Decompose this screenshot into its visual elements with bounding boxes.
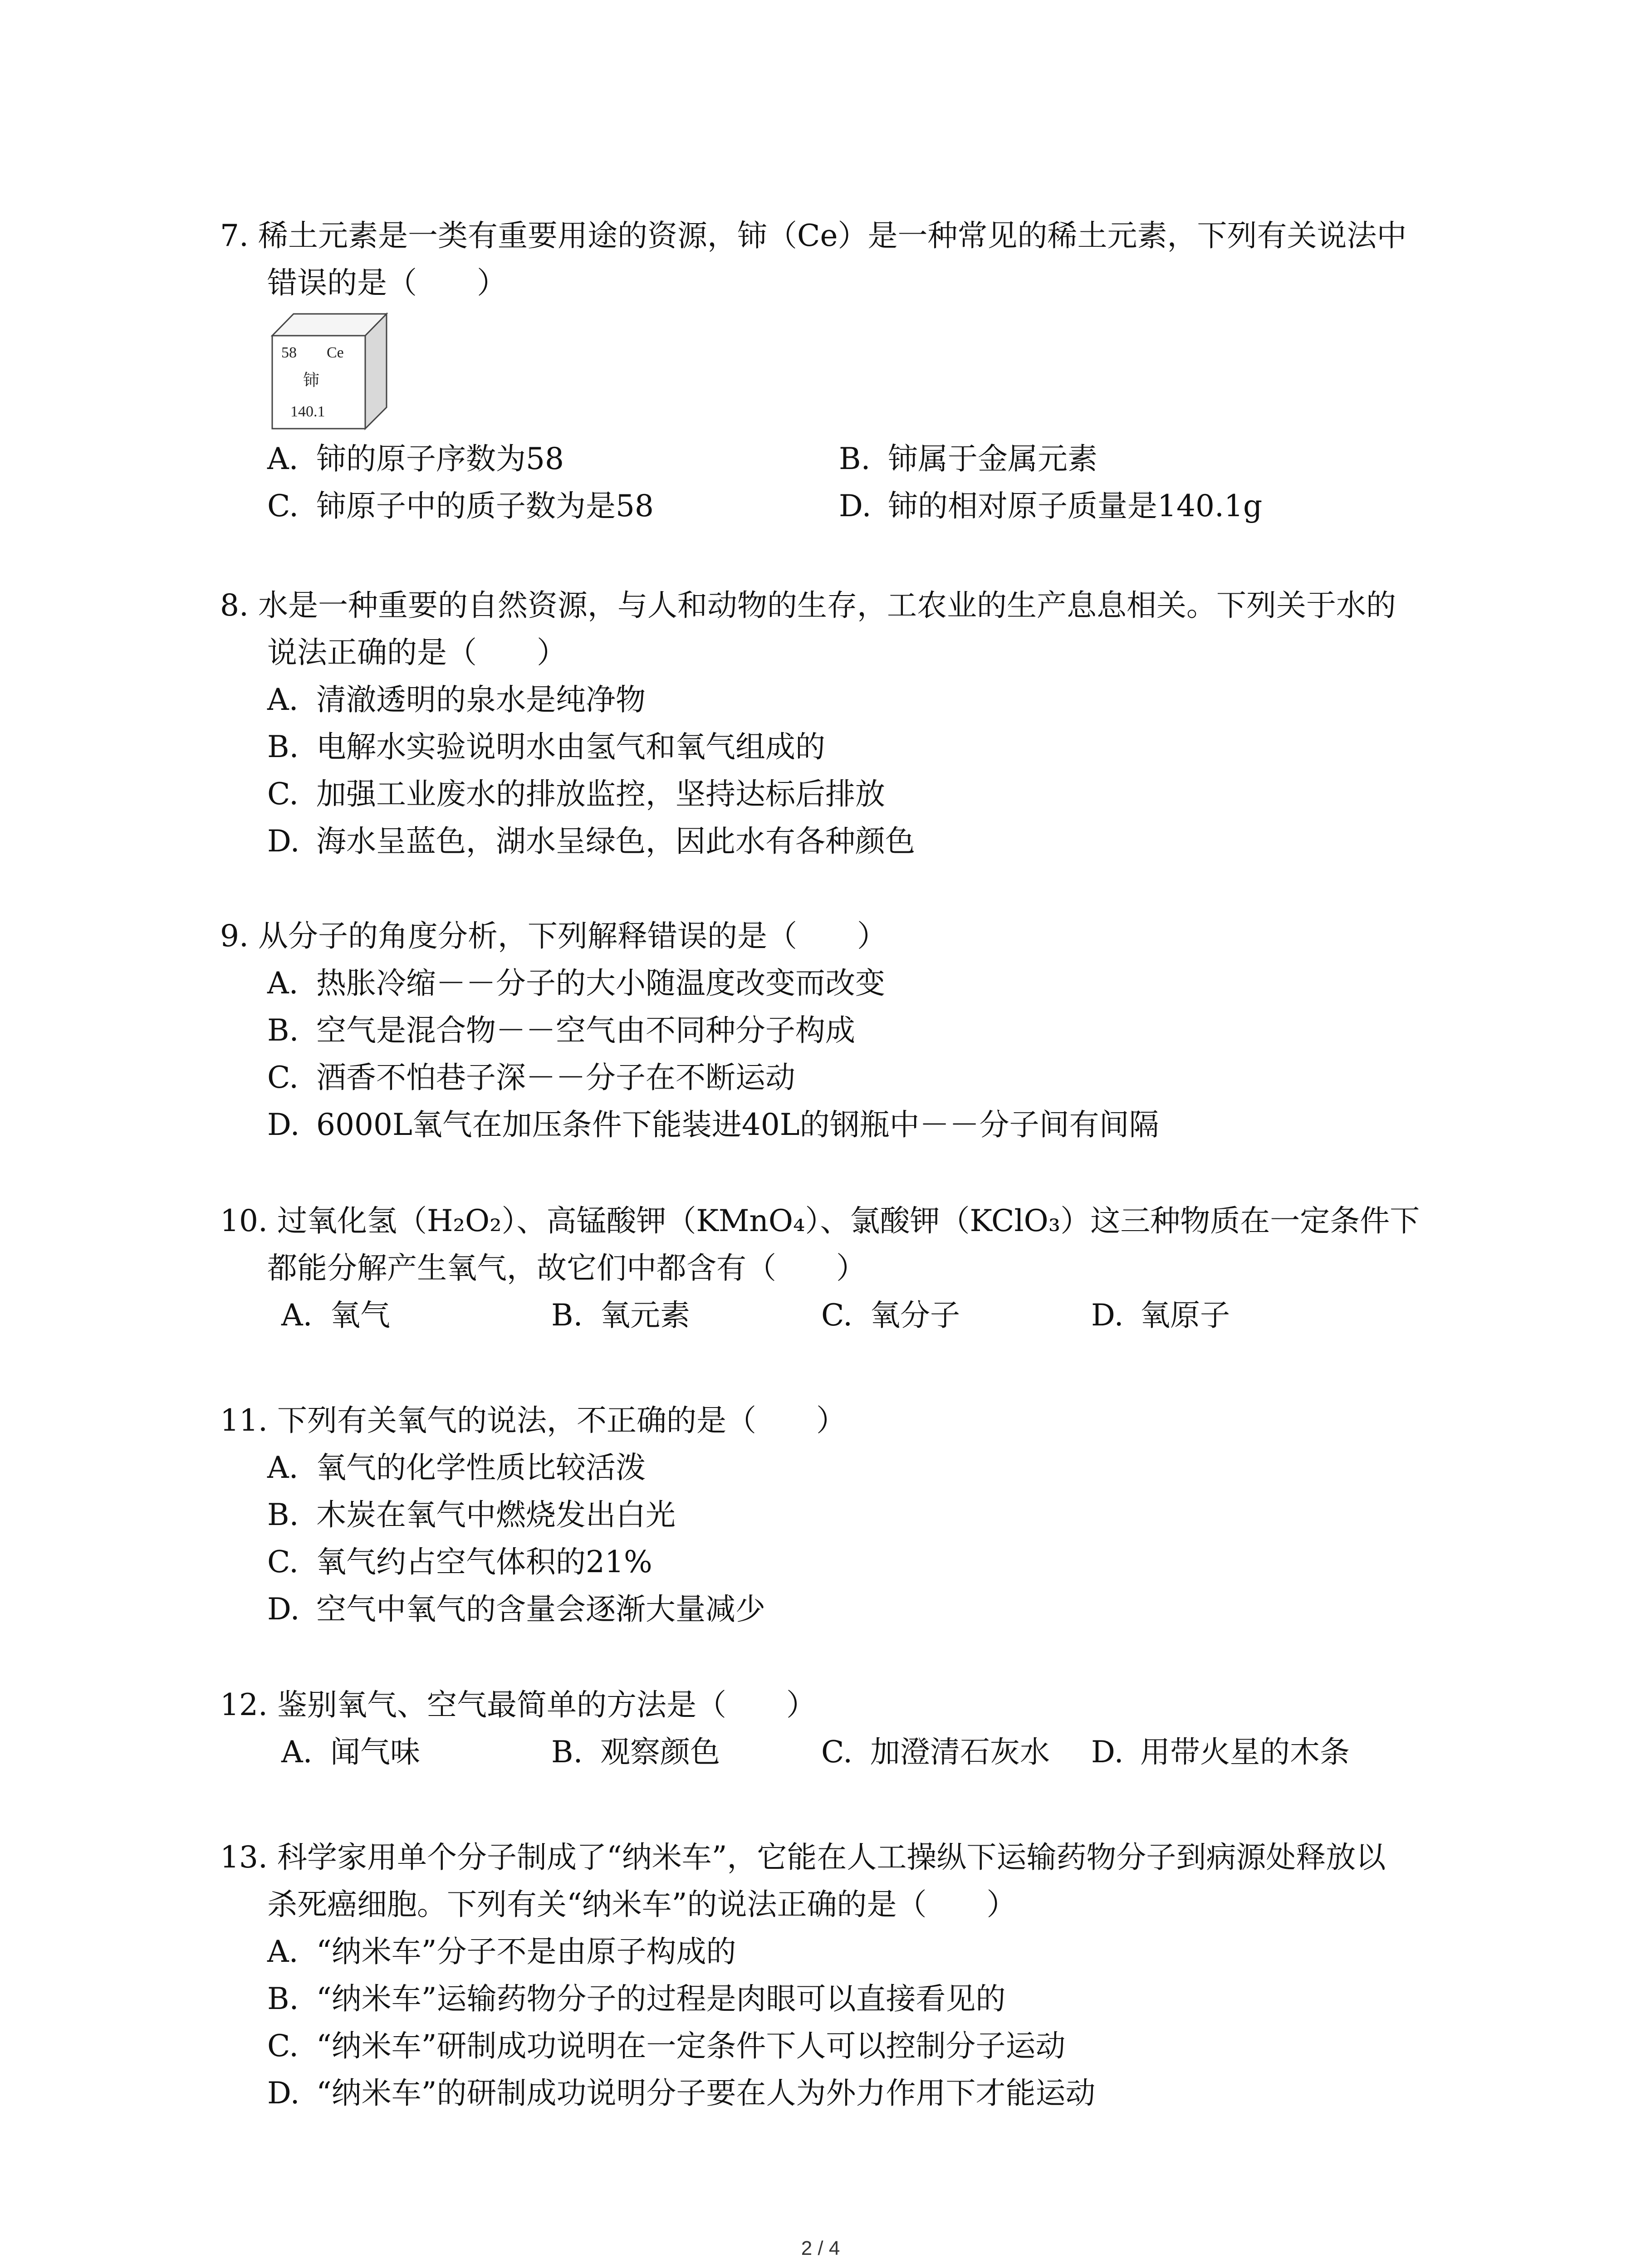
element-name: 铈 [303, 371, 320, 390]
question-stem: 从分子的角度分析，下列解释错误的是（ ） [258, 919, 887, 953]
question-7-options [220, 435, 1454, 530]
option-a[interactable]: A. 氧气的化学性质比较活泼 [267, 1450, 646, 1485]
question-9 [220, 913, 1454, 1149]
question-number: 13. [220, 1840, 268, 1875]
question-stem: 科学家用单个分子制成了“纳米车”，它能在人工操纵下运输药物分子到病源处释放以 [277, 1840, 1386, 1875]
question-7 [220, 212, 1454, 307]
question-number: 7. [220, 218, 249, 253]
question-number: 12. [220, 1687, 268, 1722]
option-c[interactable]: C. 氧分子 [821, 1298, 960, 1333]
question-stem: 鉴别氧气、空气最简单的方法是（ ） [277, 1687, 816, 1722]
option-d[interactable]: D. 氧原子 [1091, 1298, 1230, 1333]
question-8 [220, 582, 1454, 865]
question-12 [220, 1681, 1454, 1776]
question-stem-continued: 错误的是（ ） [267, 265, 507, 300]
option-b[interactable]: B. 观察颜色 [551, 1735, 720, 1769]
question-13 [220, 1834, 1454, 2117]
periodic-element-card [268, 308, 390, 431]
option-c[interactable]: C. 氧气约占空气体积的21% [267, 1545, 652, 1579]
option-a[interactable]: A. 铈的原子序数为58 [267, 441, 564, 476]
option-b[interactable]: B. 木炭在氧气中燃烧发出白光 [267, 1497, 676, 1532]
question-number: 10. [220, 1203, 268, 1238]
option-c[interactable]: C. 铈原子中的质子数为是58 [267, 489, 654, 523]
option-b[interactable]: B. 空气是混合物－－空气由不同种分子构成 [267, 1013, 855, 1048]
option-d[interactable]: D. “纳米车”的研制成功说明分子要在人为外力作用下才能运动 [267, 2076, 1096, 2111]
question-stem: 过氧化氢（H₂O₂）、高锰酸钾（KMnO₄）、氯酸钾（KClO₃）这三种物质在一定条件下 [277, 1203, 1420, 1238]
option-d[interactable]: D. 空气中氧气的含量会逐渐大量减少 [267, 1592, 765, 1627]
option-b[interactable]: B. 铈属于金属元素 [839, 441, 1097, 476]
option-d[interactable]: D. 铈的相对原子质量是140.1g [839, 489, 1263, 523]
question-10 [220, 1198, 1454, 1339]
question-11 [220, 1397, 1454, 1633]
option-b[interactable]: B. “纳米车”运输药物分子的过程是肉眼可以直接看见的 [267, 1981, 1006, 2016]
page-number: 2 / 4 [801, 2237, 840, 2259]
question-stem-continued: 杀死癌细胞。下列有关“纳米车”的说法正确的是（ ） [267, 1887, 1017, 1922]
option-d[interactable]: D. 海水呈蓝色，湖水呈绿色，因此水有各种颜色 [267, 824, 915, 859]
element-mass: 140.1 [290, 403, 325, 420]
option-d[interactable]: D. 6000L氧气在加压条件下能装进40L的钢瓶中－－分子间有间隔 [267, 1107, 1159, 1142]
option-c[interactable]: C. 加强工业废水的排放监控，坚持达标后排放 [267, 777, 885, 811]
question-stem-continued: 都能分解产生氧气，故它们中都含有（ ） [267, 1251, 866, 1286]
option-a[interactable]: A. 清澈透明的泉水是纯净物 [267, 682, 646, 717]
element-atomic-number: 58 [281, 344, 297, 361]
question-stem: 水是一种重要的自然资源，与人和动物的生存，工农业的生产息息相关。下列关于水的 [258, 588, 1396, 623]
option-c[interactable]: C. “纳米车”研制成功说明在一定条件下人可以控制分子运动 [267, 2028, 1066, 2063]
option-a[interactable]: A. 氧气 [281, 1298, 390, 1333]
element-symbol: Ce [327, 344, 344, 361]
question-stem: 下列有关氧气的说法，不正确的是（ ） [277, 1403, 846, 1438]
question-number: 9. [220, 919, 249, 953]
option-a[interactable]: A. 闻气味 [281, 1735, 420, 1769]
question-stem-continued: 说法正确的是（ ） [267, 635, 567, 670]
option-a[interactable]: A. “纳米车”分子不是由原子构成的 [267, 1934, 736, 1969]
question-number: 8. [220, 588, 249, 623]
option-b[interactable]: B. 氧元素 [551, 1298, 690, 1333]
question-stem: 稀土元素是一类有重要用途的资源，铈（Ce）是一种常见的稀土元素，下列有关说法中 [258, 218, 1407, 253]
option-c[interactable]: C. 酒香不怕巷子深－－分子在不断运动 [267, 1060, 795, 1095]
option-d[interactable]: D. 用带火星的木条 [1091, 1735, 1350, 1769]
option-b[interactable]: B. 电解水实验说明水由氢气和氧气组成的 [267, 729, 825, 764]
question-number: 11. [220, 1403, 268, 1438]
option-a[interactable]: A. 热胀冷缩－－分子的大小随温度改变而改变 [267, 966, 885, 1001]
option-c[interactable]: C. 加澄清石灰水 [821, 1735, 1050, 1769]
